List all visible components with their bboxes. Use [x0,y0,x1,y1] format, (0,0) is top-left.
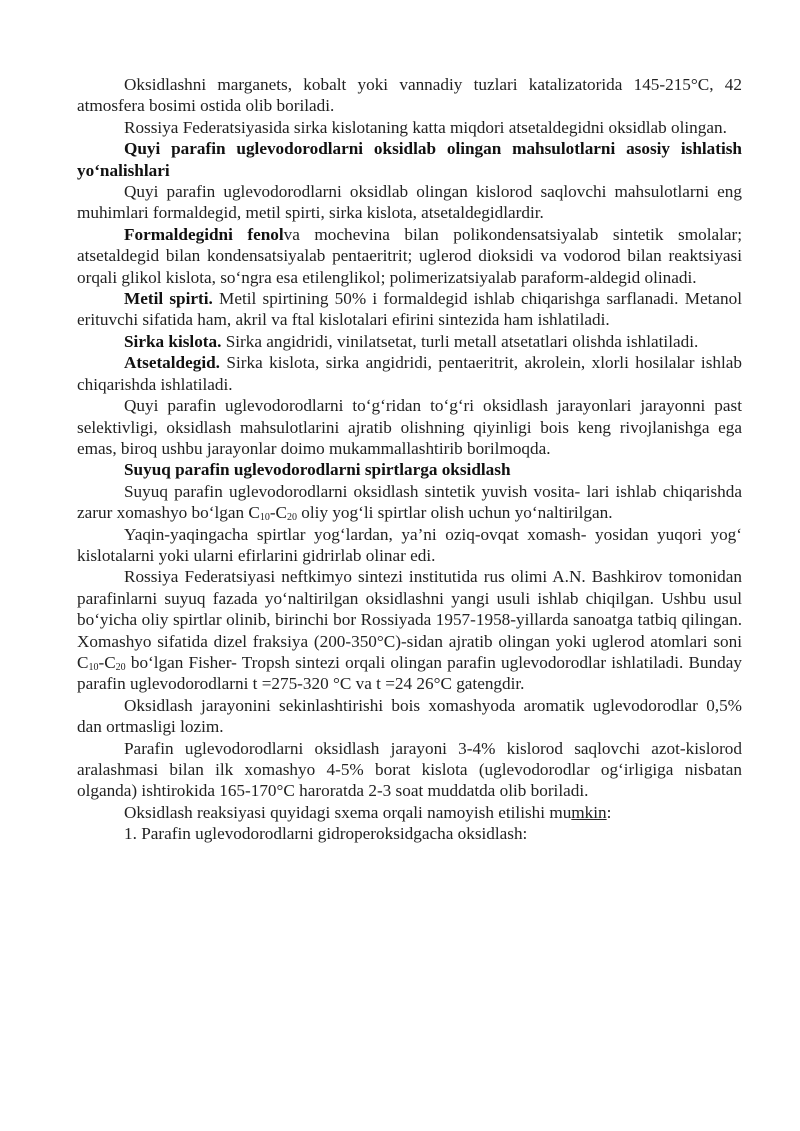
paragraph-bashkirov [77,566,742,694]
paragraph-text: 1. Parafin uglevodorodlarni gidroperoksidgacha oksidlash: [124,824,528,844]
term-bold: Atsetaldegid. [124,353,220,373]
paragraph-text: Metil spirtining 50% i formaldegid ishlab chiqarishga sarflanadi. Metanol erituvchi sifatida ham, akril va ftal kislotalari efirini sintezida ham ishlatiladi. [77,289,742,330]
paragraph-detergents [77,481,742,524]
subscript: 20 [115,661,126,673]
paragraph-text: : [606,802,612,822]
paragraph-methanol [77,288,742,331]
subscript: 10 [259,512,270,524]
subscript: 10 [88,661,99,673]
paragraph-acetic-acid [77,331,742,352]
paragraph-text: Quyi parafin uglevodorodlarni oksidlab olingan kislorod saqlovchi mahsulotlarni eng muhimlari formaldegid, metil spirti, sirka kislota, atsetaldegidlardir. [77,182,742,223]
paragraph-aromatics [77,695,742,738]
paragraph-text: Parafin uglevodorodlarni oksidlash jarayoni 3-4% kislorod saqlovchi azot-kislorod aralashmasi bilan ilk xomashyo 4-5% borat kislota (uglevodorodlar og‘irligiga nisbatan olganda) ishtirokida 165-170°C haroratda 2-3 soat muddatda olib boriladi. [77,738,742,801]
paragraph-main-products [77,181,742,224]
subscript: 20 [287,512,297,524]
paragraph-text: Oksidlash reaksiyasi quyidagi sxema orqali namoyish etilishi mu [124,802,572,822]
term-bold: Sirka kislota. [124,331,222,351]
underlined-text: mkin [571,802,607,822]
paragraph-process-conditions [77,738,742,802]
paragraph-text: -C [98,652,116,672]
paragraph-russia-acetic [77,117,742,138]
paragraph-catalysts [77,74,742,117]
paragraph-text: va mochevina bilan polikondensatsiyalab sintetik smolalar; atsetaldegid bilan kondensatsiyalab pentaeritrit; uglerod dioksidi va vodorod bilan reaktsiyasi orqali glikol kislota, so‘ngra esa etilenglikol; polimerizatsiyalab paraform-aldegid olinadi. [77,224,742,287]
paragraph-text: Oksidlashni marganets, kobalt yoki vannadiy tuzlari katalizatorida 145-215°C, 42 atmosfera bosimi ostida olib boriladi. [77,75,742,116]
paragraph-step-1 [77,823,742,844]
paragraph-acetaldehyde [77,352,742,395]
paragraph-text: -C [269,503,287,523]
paragraph-text: Sirka kislota, sirka angidridi, pentaeritrit, akrolein, xlorli hosilalar ishlab chiqarishda ishlatiladi. [77,353,742,394]
paragraph-scheme-intro [77,802,742,823]
paragraph-text: Yaqin-yaqingacha spirtlar yog‘lardan, ya’ni oziq-ovqat xomash- yosidan yuqori yog‘ kislotalarni yoki ularni efirlarini gidrirlab olinar edi. [77,524,742,565]
section-heading-uses [77,138,742,181]
document-page [77,74,742,845]
heading-text: Suyuq parafin uglevodorodlarni spirtlarga oksidlash [124,460,511,480]
section-heading-alcohols [77,459,742,480]
paragraph-text: Rossiya Federatsiyasi neftkimyo sintezi institutida rus olimi A.N. Bashkirov tomonidan parafinlarni suyuq fazada yo‘naltirilgan oksidlashni yangi usuli ishlab chiqilgan. Ushbu usul bo‘yicha oliy spirtlar olinib, birinchi bor Rossiyada 1957-1958-yillarda sanoatga tatbiq qilingan. Xomashyo sifatida dizel fraksiya (200-350°C)-sidan ajratib olingan yoki uglerod atomlari soni C [77,567,742,672]
paragraph-fats [77,524,742,567]
heading-text: Quyi parafin uglevodorodlarni oksidlab olingan mahsulotlarni asosiy ishlatish yo‘nalishlari [77,139,742,180]
paragraph-text: Rossiya Federatsiyasida sirka kislotaning katta miqdori atsetaldegidni oksidlab olingan. [124,117,727,137]
term-bold: Metil spirti. [124,289,213,309]
paragraph-text: Oksidlash jarayonini sekinlashtirishi bois xomashyoda aromatik uglevodorodlar 0,5% dan ortmasligi lozim. [77,695,742,737]
paragraph-text: bo‘lgan Fisher- Tropsh sintezi orqali olingan parafin uglevodorodlar ishlatiladi. Bunday parafin uglevodorodlarni t =275-320 °C va t =24 26°C gatengdir. [77,652,742,694]
paragraph-text: Quyi parafin uglevodorodlarni to‘g‘ridan to‘g‘ri oksidlash jarayonlari jarayonni past selektivligi, oksidlash mahsulotlarini ajratib olishning qiyinligi bois keng rivojlanishga ega emas, biroq ushbu jarayonlar doimo mukammallashtirib borilmoqda. [77,396,742,458]
paragraph-text: oliy yog‘li spirtlar olish uchun yo‘naltirilgan. [297,503,613,523]
term-bold: Formaldegidni fenol [124,224,284,244]
paragraph-formaldehyde [77,224,742,288]
paragraph-text: Suyuq parafin uglevodorodlarni oksidlash sintetik yuvish vosita- lari ishlab chiqarishda zarur xomashyo bo‘lgan C [77,481,742,523]
paragraph-selectivity [77,395,742,459]
paragraph-text: Sirka angidridi, vinilatsetat, turli metall atsetatlari olishda ishlatiladi. [221,331,699,351]
